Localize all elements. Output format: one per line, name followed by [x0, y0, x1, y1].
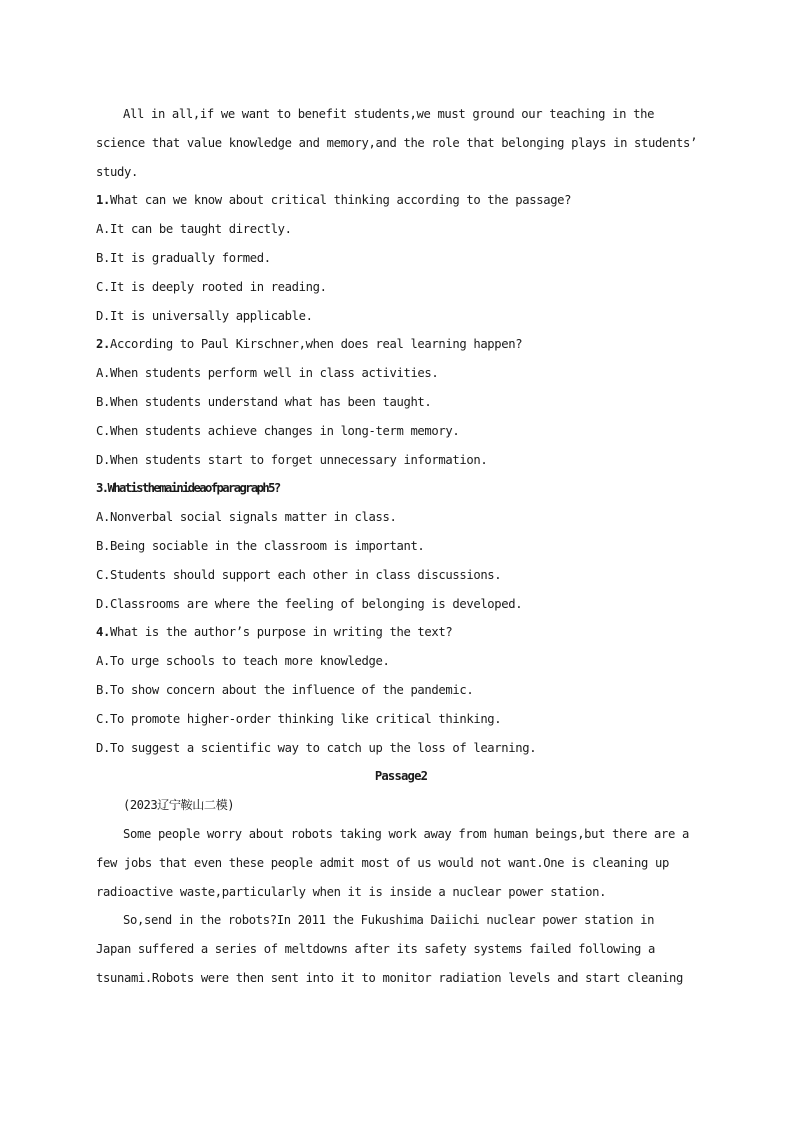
question-2-stem: According to Paul Kirschner,when does real learning happen?: [109, 337, 523, 352]
question-3-option-b: B.Being sociable in the classroom is important.: [96, 538, 425, 553]
question-2-option-a: A.When students perform well in class activities.: [96, 366, 439, 381]
passage-2-p2-line-3: tsunami.Robots were then sent into it to monitor radiation levels and start cleaning: [96, 970, 683, 985]
question-4-number: 4.: [96, 625, 110, 640]
question-1-option-c: C.It is deeply rooted in reading.: [96, 279, 327, 294]
question-4-option-b: B.To show concern about the influence of the pandemic.: [96, 682, 474, 697]
question-1: [96, 186, 706, 215]
question-3: [96, 474, 706, 503]
question-3-option-d: D.Classrooms are where the feeling of belonging is developed.: [96, 596, 523, 611]
question-4: [96, 618, 706, 647]
passage-2-p1-line-2: few jobs that even these people admit most of us would not want.One is cleaning up: [96, 855, 669, 870]
intro-line-3: study.: [96, 164, 138, 179]
question-3-stem: Whatisthemainideaofparagraph5?: [107, 481, 280, 496]
passage-2-p2-line-2: Japan suffered a series of meltdowns after its safety systems failed following a: [96, 942, 656, 957]
question-2-option-d: D.When students start to forget unnecessary information.: [96, 452, 488, 467]
passage-2-p2-line-1: So,send in the robots?In 2011 the Fukushima Daiichi nuclear power station in: [123, 913, 655, 928]
question-4-option-c: C.To promote higher-order thinking like critical thinking.: [96, 711, 502, 726]
passage-2-source: (2023辽宁鞍山二模): [123, 798, 235, 813]
question-4-option-a: A.To urge schools to teach more knowledge.: [96, 654, 390, 669]
question-1-option-b: B.It is gradually formed.: [96, 250, 271, 265]
question-3-option-a: A.Nonverbal social signals matter in class.: [96, 510, 397, 525]
passage-2-p1-line-1: Some people worry about robots taking work away from human beings,but there are a: [123, 826, 689, 841]
question-4-option-d: D.To suggest a scientific way to catch up the loss of learning.: [96, 740, 537, 755]
question-2-option-c: C.When students achieve changes in long-term memory.: [96, 423, 460, 438]
intro-line-2: science that value knowledge and memory,and the role that belonging plays in students’: [96, 135, 697, 150]
question-3-option-c: C.Students should support each other in class discussions.: [96, 567, 502, 582]
passage-2-p1-line-3: radioactive waste,particularly when it is inside a nuclear power station.: [96, 884, 607, 899]
intro-line-1: All in all,if we want to benefit students,we must ground our teaching in the: [123, 107, 655, 121]
document-page: [96, 100, 706, 993]
question-2-number: 2.: [96, 337, 110, 352]
question-1-option-a: A.It can be taught directly.: [96, 222, 292, 237]
question-1-number: 1.: [96, 193, 110, 208]
question-4-stem: What is the author’s purpose in writing the text?: [109, 625, 453, 640]
question-1-option-d: D.It is universally applicable.: [96, 308, 313, 323]
question-2-option-b: B.When students understand what has been taught.: [96, 394, 432, 409]
question-1-stem: What can we know about critical thinking according to the passage?: [109, 193, 572, 208]
passage-2-heading: Passage2: [374, 769, 428, 784]
question-3-number: 3.: [96, 481, 108, 496]
question-2: [96, 330, 706, 359]
